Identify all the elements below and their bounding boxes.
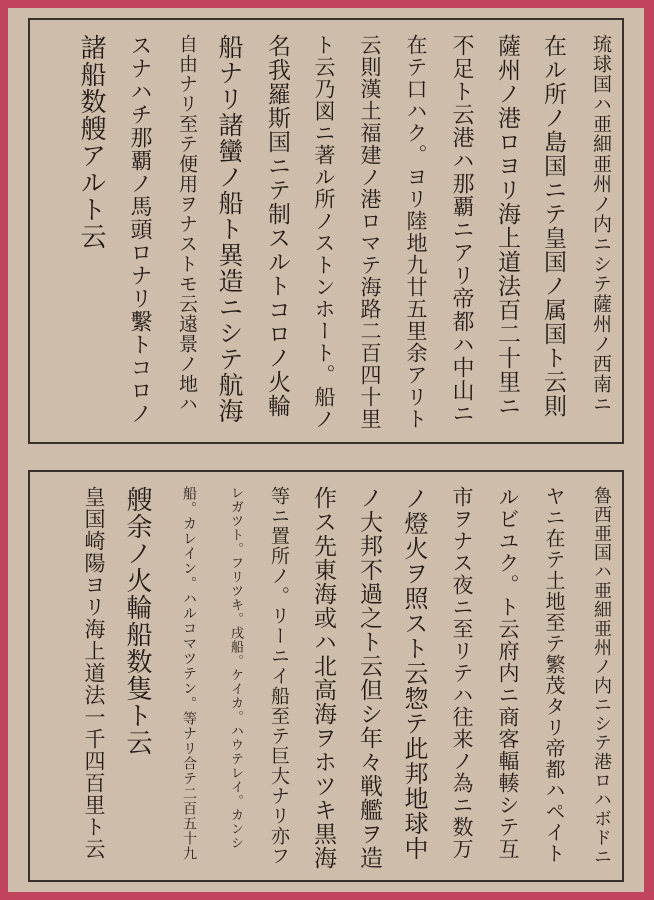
text-column: 皇国崎陽ヨリ海上道法一千四百里ト云: [82, 486, 106, 860]
text-column: ノ燈火ヲ照スト云惣テ此邦地球中: [400, 486, 428, 861]
paper-sheet: [8, 8, 644, 892]
text-column: 等ニ置所ノ。リーニイ船至テ巨大ナリ亦フ: [268, 486, 290, 866]
text-column: 薩州ノ港ロヨリ海上道法百二十里ニ: [494, 34, 520, 418]
text-column: 在テ口ハク。ヨリ陸地九廿五里余アリト: [404, 34, 428, 430]
text-column: 船ナリ諸蠻ノ船ト異造ニシテ航海: [215, 34, 244, 424]
text-column: 船。カレイン。ハルコマツテン。等ナリ合テ二百五十九: [181, 486, 197, 861]
text-column: ヤニ在テ土地至テ繁茂タリ帝都ハペイト: [542, 486, 566, 864]
text-column: 自由ナリ至テ便用ヲナストモ云遠景ノ地ハ: [176, 34, 198, 414]
text-column: 云則漢土福建ノ港ロマテ海路二百四十里: [358, 34, 382, 430]
text-column: 名我羅斯国ニテ制スルトコロノ火輪: [264, 34, 290, 418]
text-column: ト云乃図ニ著ル所ノストンホート。船ノ: [312, 34, 336, 430]
bottom-text-panel: [28, 470, 624, 882]
text-column: 在ル所ノ島国ニテ皇国ノ属国ト云則: [540, 34, 566, 418]
text-column: 作ス先東海或ハ北高海ヲホツキ黒海: [310, 486, 336, 870]
text-column: 琉球国ハ亜細亜州ノ内ニシテ薩州ノ西南ニ: [590, 34, 612, 414]
text-column: スナハチ那覇ノ馬頭ロナリ繫トコロノ: [127, 34, 152, 425]
text-column: ノ大邦不過之ト云但シ年々戦艦ヲ造: [356, 486, 382, 870]
text-column: ルビユク。ト云府内ニ商客輻輳シテ互: [496, 486, 520, 860]
text-column: 魯西亜国ハ亜細亜州ノ内ニシテ港ロハボドニ: [591, 486, 612, 866]
text-column: 艘余ノ火輪船数隻ト云: [122, 486, 152, 756]
text-column: レガツト。フリツキ。戌船。ケイカ。ハウテレイ。カンシ: [228, 486, 243, 850]
text-column: 市ヲナス夜ニ至リテハ往来ノ為ニ数万: [450, 486, 474, 860]
top-text-panel: [28, 18, 624, 444]
text-column: 不足ト云港ハ那覇ニアリ帝都ハ中山ニ: [449, 34, 474, 425]
text-column: 諸船数艘アルト云: [76, 34, 106, 250]
